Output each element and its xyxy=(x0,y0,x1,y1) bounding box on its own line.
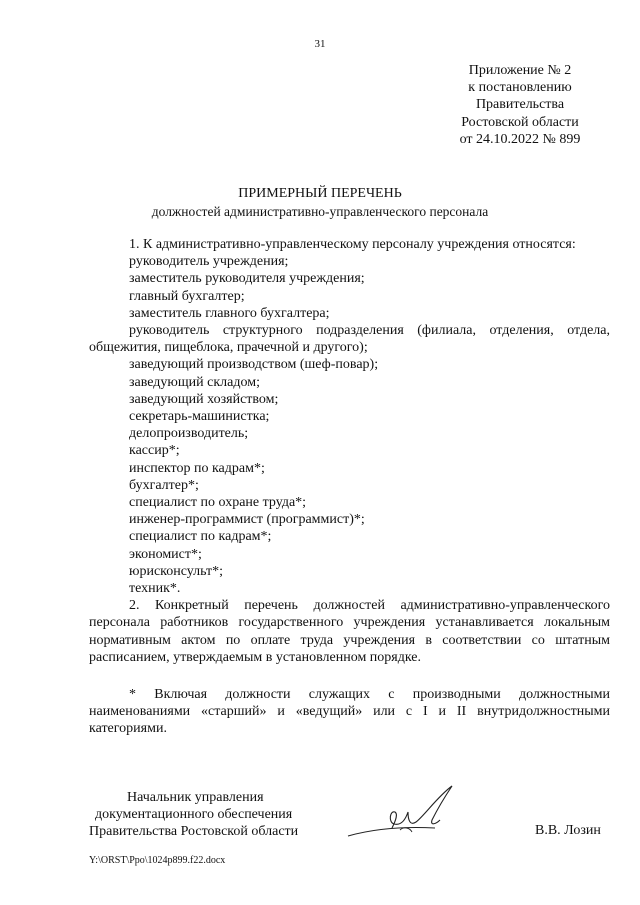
list-item: экономист*; xyxy=(129,546,202,562)
list-item-long-line2: общежития, пищеблока, прачечной и другого); xyxy=(89,340,368,356)
signatory-title xyxy=(89,789,298,841)
signatory-line: Начальник управления xyxy=(127,790,264,805)
list-item: заместитель руководителя учреждения; xyxy=(129,271,365,287)
document-subtitle: должностей административно-управленческого персонала xyxy=(151,204,489,219)
file-path: Y:\ORST\Ppo\1024p899.f22.docx xyxy=(89,855,226,866)
appendix-line: Ростовской области xyxy=(461,114,579,130)
list-item: кассир*; xyxy=(129,443,180,459)
document-body xyxy=(89,236,610,666)
list-item: секретарь-машинистка; xyxy=(129,409,270,425)
list-item: руководитель учреждения; xyxy=(129,254,289,270)
appendix-line: от 24.10.2022 № 899 xyxy=(459,131,581,147)
list-item: делопроизводитель; xyxy=(129,426,249,442)
list-item: инженер-программист (программист)*; xyxy=(129,512,365,528)
section-2-paragraph: 2. Конкретный перечень должностей административно-управленческого персонала работников государственного учреждения устанавливается локальным нормативным актом по оплате труда учреждения в соответствии со штатным расписанием, утверждаемым в установленном порядке. xyxy=(89,598,610,665)
footnote: * Включая должности служащих с производными должностными наименованиями «старший» и «ведущий» или с I и II внутридолжностными категориями. xyxy=(89,687,610,737)
list-item: специалист по охране труда*; xyxy=(129,495,307,511)
section-1-intro: 1. К административно-управленческому персоналу учреждения относятся: xyxy=(129,237,576,252)
document-title: ПРИМЕРНЫЙ ПЕРЕЧЕНЬ xyxy=(238,186,402,201)
appendix-line: Правительства xyxy=(475,97,565,113)
appendix-header xyxy=(440,62,600,148)
appendix-line: Приложение № 2 xyxy=(468,63,572,78)
list-item: инспектор по кадрам*; xyxy=(129,460,265,476)
list-item: заведующий складом; xyxy=(129,374,260,390)
list-item: заместитель главного бухгалтера; xyxy=(129,305,330,321)
list-item: заведующий производством (шеф-повар); xyxy=(129,357,379,373)
list-item-long-line1: руководитель структурного подразделения (филиала, отделения, отдела, xyxy=(129,323,610,339)
list-item: специалист по кадрам*; xyxy=(129,529,272,545)
list-item: бухгалтер*; xyxy=(129,477,199,493)
handwritten-signature xyxy=(340,778,470,848)
list-item: главный бухгалтер; xyxy=(129,288,245,304)
signatory-name: В.В. Лозин xyxy=(535,823,601,838)
list-item: юрисконсульт*; xyxy=(129,563,224,579)
page-number: 31 xyxy=(314,38,326,50)
list-item: техник*. xyxy=(129,581,181,597)
signatory-line: Правительства Ростовской области xyxy=(89,824,299,840)
signatory-line: документационного обеспечения xyxy=(95,807,293,823)
list-item: заведующий хозяйством; xyxy=(129,391,279,407)
appendix-line: к постановлению xyxy=(468,80,572,96)
